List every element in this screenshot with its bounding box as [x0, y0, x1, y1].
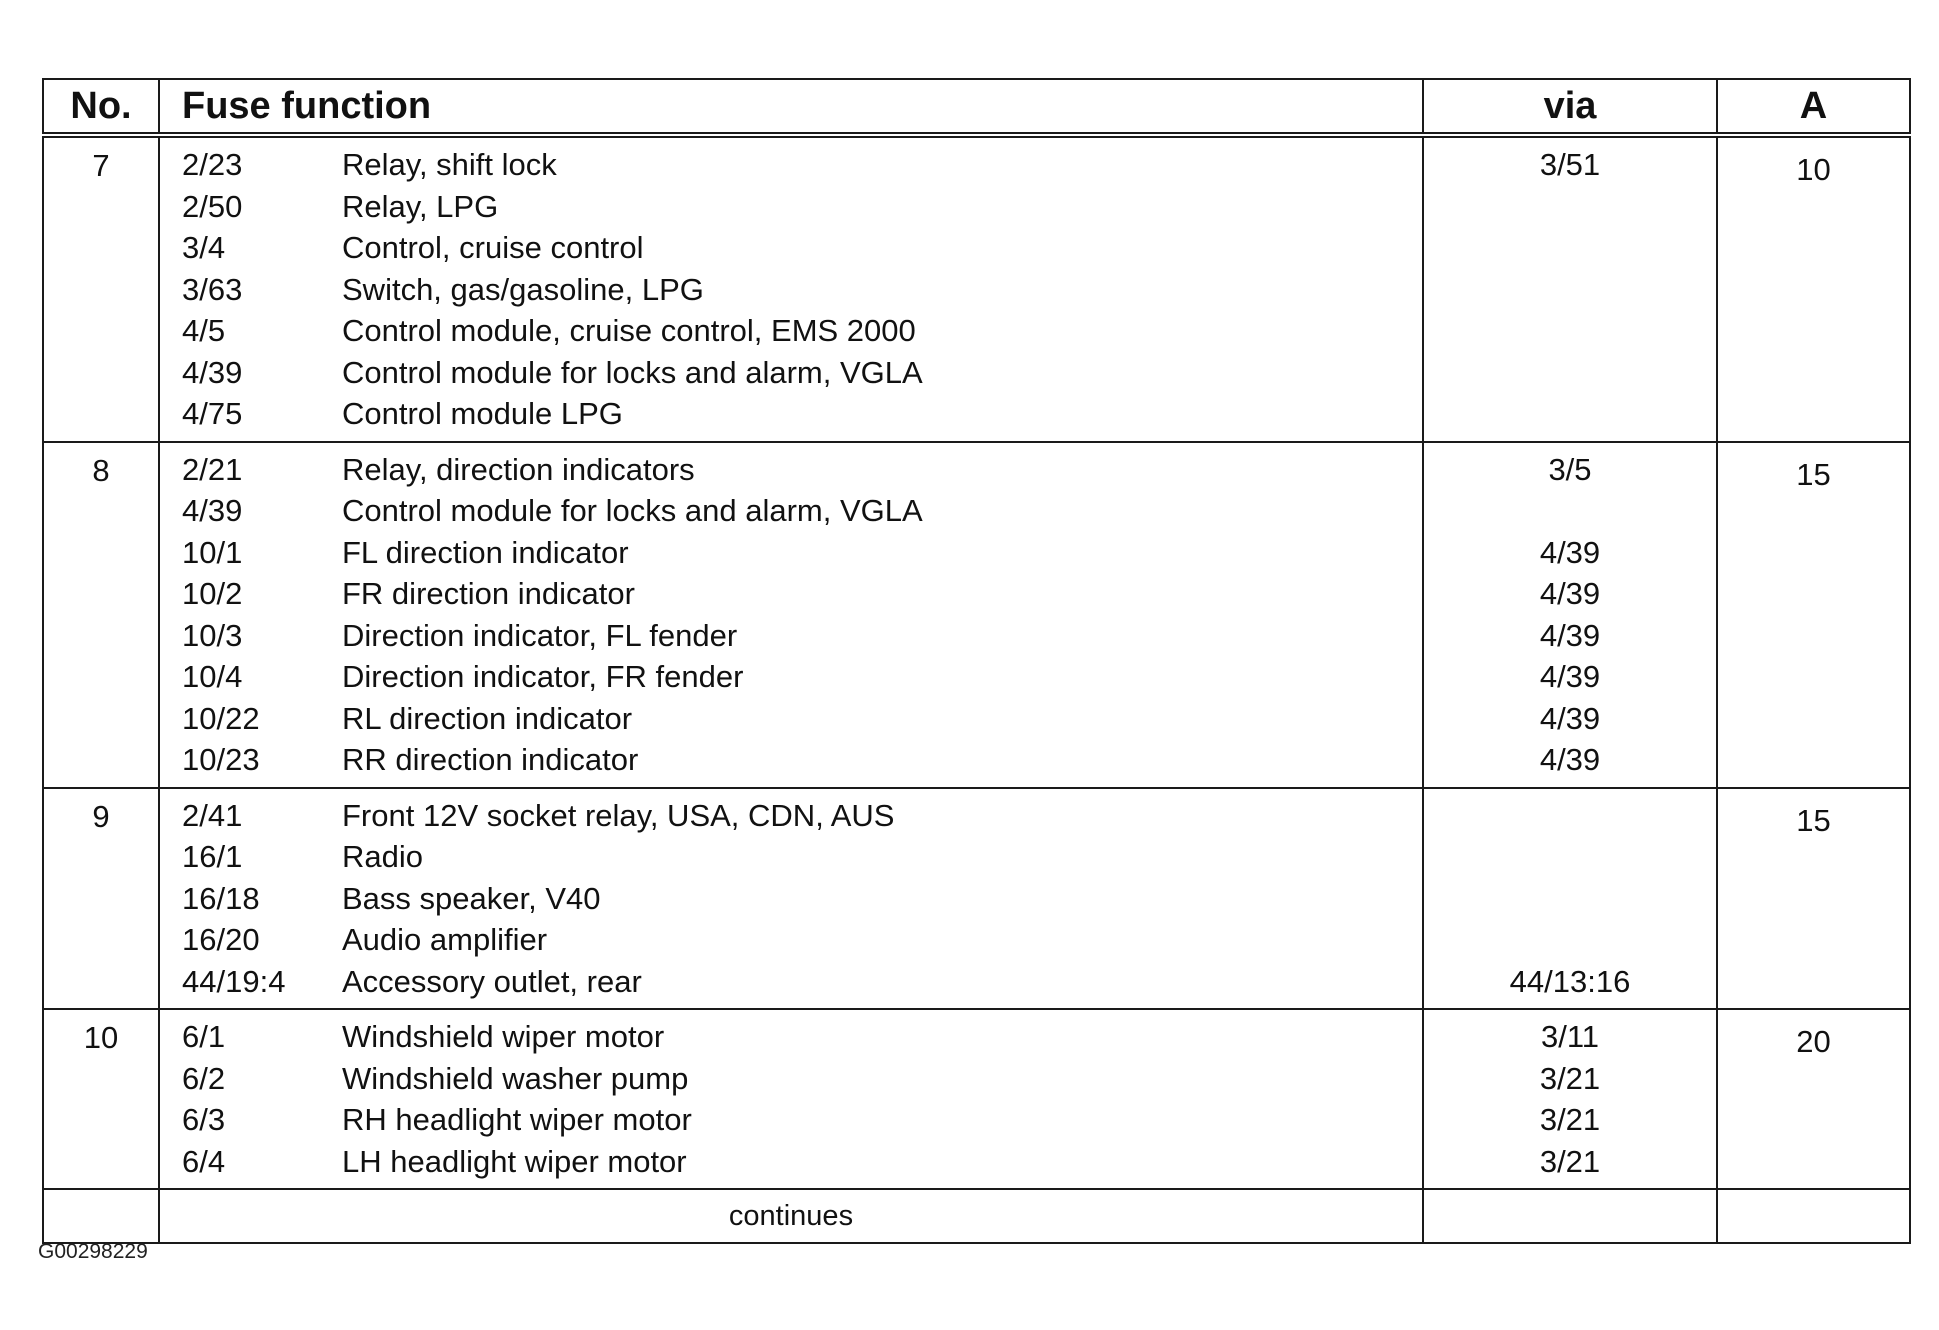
component-code: 3/63 — [182, 271, 243, 307]
component-code: 4/39 — [182, 354, 243, 390]
via-value: 3/21 — [1539, 1143, 1601, 1179]
component-description: Front 12V socket relay, USA, CDN, AUS — [342, 797, 895, 833]
component-description: Direction indicator, FR fender — [342, 659, 744, 694]
fuse-item — [160, 269, 1422, 311]
fuse-table-body — [43, 135, 1910, 1189]
fuse-item — [160, 573, 1422, 615]
component-description: RL direction indicator — [342, 700, 633, 736]
fuse-via-cell — [1423, 788, 1717, 1010]
component-description: Radio — [342, 839, 423, 874]
fuse-item — [160, 186, 1422, 228]
via-value: 3/5 — [1548, 451, 1592, 487]
fuse-via-cell — [1423, 442, 1717, 788]
fuse-item — [160, 615, 1422, 657]
via-value — [1424, 795, 1716, 837]
via-value — [1424, 919, 1716, 961]
header-row — [43, 79, 1910, 135]
component-code: 4/75 — [182, 396, 243, 431]
via-value: 4/39 — [1539, 576, 1601, 611]
fuse-item — [160, 393, 1422, 435]
component-code: 3/4 — [182, 230, 226, 265]
via-value — [1424, 352, 1716, 394]
fuse-item — [160, 836, 1422, 878]
fuse-item — [160, 227, 1422, 269]
fuse-item — [160, 698, 1422, 740]
fuse-function-cell — [159, 1009, 1423, 1189]
component-description: LH headlight wiper motor — [342, 1143, 687, 1179]
component-code: 10/2 — [182, 576, 243, 611]
via-value: 4/39 — [1539, 742, 1601, 777]
via-value: 4/39 — [1539, 659, 1601, 694]
component-description: Control module for locks and alarm, VGLA — [342, 493, 923, 528]
fuse-function-cell — [159, 442, 1423, 788]
component-code: 16/20 — [182, 922, 260, 957]
fuse-item — [160, 1141, 1422, 1183]
fuse-via-cell — [1423, 1009, 1717, 1189]
component-code: 2/50 — [182, 188, 243, 224]
component-description: Audio amplifier — [342, 922, 548, 957]
via-value — [1424, 227, 1716, 269]
component-description: Windshield wiper motor — [342, 1019, 665, 1054]
via-value: 3/21 — [1539, 1060, 1601, 1096]
footer-amps-cell — [1717, 1189, 1910, 1243]
component-description: Control module for locks and alarm, VGLA — [342, 354, 923, 390]
component-code: 10/23 — [182, 742, 260, 777]
figure-id: G00298229 — [38, 1240, 148, 1263]
component-description: Relay, direction indicators — [342, 451, 695, 487]
fuse-table — [42, 78, 1911, 1244]
component-description: FR direction indicator — [342, 576, 635, 611]
fuse-number: 8 — [43, 442, 159, 788]
component-code: 4/5 — [182, 313, 226, 348]
component-description: Control, cruise control — [342, 230, 644, 265]
component-code: 10/3 — [182, 617, 243, 653]
via-value — [1424, 490, 1716, 532]
continues-label: continues — [159, 1189, 1423, 1243]
via-value: 4/39 — [1539, 534, 1601, 570]
fuse-item — [160, 1058, 1422, 1100]
component-description: RR direction indicator — [342, 742, 639, 777]
component-code: 6/4 — [182, 1143, 226, 1179]
fuse-number: 9 — [43, 788, 159, 1010]
component-code: 2/21 — [182, 451, 243, 487]
component-code: 16/1 — [182, 839, 243, 874]
component-description: RH headlight wiper motor — [342, 1102, 692, 1137]
component-description: Direction indicator, FL fender — [342, 617, 738, 653]
header-via: via — [1423, 79, 1717, 135]
fuse-amperage: 15 — [1717, 788, 1910, 1010]
component-description: Relay, LPG — [342, 188, 499, 224]
via-value: 3/11 — [1540, 1019, 1600, 1054]
via-value — [1424, 269, 1716, 311]
component-code: 10/22 — [182, 700, 260, 736]
via-value: 4/39 — [1539, 617, 1601, 653]
fuse-item — [160, 352, 1422, 394]
component-code: 2/41 — [182, 797, 243, 833]
fuse-item — [160, 1099, 1422, 1141]
component-code: 6/3 — [182, 1102, 226, 1137]
via-value — [1424, 878, 1716, 920]
component-code: 4/39 — [182, 493, 243, 528]
footer-no-cell — [43, 1189, 159, 1243]
fuse-item — [160, 144, 1422, 186]
header-no: No. — [43, 79, 159, 135]
header-amps: A — [1717, 79, 1910, 135]
fuse-item — [160, 878, 1422, 920]
component-code: 2/23 — [182, 147, 243, 182]
component-code: 16/18 — [182, 880, 260, 916]
fuse-item — [160, 961, 1422, 1003]
fuse-amperage: 20 — [1717, 1009, 1910, 1189]
component-description: Relay, shift lock — [342, 147, 557, 182]
fuse-via-cell — [1423, 135, 1717, 442]
fuse-group-row — [43, 788, 1910, 1010]
via-value — [1424, 186, 1716, 228]
fuse-item — [160, 1016, 1422, 1058]
fuse-group-row — [43, 1009, 1910, 1189]
component-description: Accessory outlet, rear — [342, 963, 642, 999]
component-description: FL direction indicator — [342, 534, 629, 570]
component-code: 10/4 — [182, 659, 243, 694]
fuse-amperage: 15 — [1717, 442, 1910, 788]
fuse-group-row — [43, 135, 1910, 442]
fuse-item — [160, 532, 1422, 574]
component-description: Windshield washer pump — [342, 1060, 689, 1096]
fuse-function-cell — [159, 135, 1423, 442]
component-code: 6/1 — [182, 1019, 226, 1054]
via-value — [1424, 836, 1716, 878]
footer-via-cell — [1423, 1189, 1717, 1243]
fuse-number: 7 — [43, 135, 159, 442]
component-description: Control module, cruise control, EMS 2000 — [342, 313, 916, 348]
header-fuse-function: Fuse function — [159, 79, 1423, 135]
fuse-item — [160, 739, 1422, 781]
fuse-item — [160, 490, 1422, 532]
footer-row — [43, 1189, 1910, 1243]
via-value — [1424, 393, 1716, 435]
fuse-number: 10 — [43, 1009, 159, 1189]
fuse-item — [160, 656, 1422, 698]
fuse-item — [160, 449, 1422, 491]
via-value: 44/13:16 — [1509, 963, 1631, 999]
fuse-item — [160, 310, 1422, 352]
component-description: Control module LPG — [342, 396, 623, 431]
via-value: 3/21 — [1539, 1102, 1601, 1137]
via-value: 3/51 — [1539, 147, 1601, 182]
component-description: Switch, gas/gasoline, LPG — [342, 271, 704, 307]
component-code: 44/19:4 — [182, 963, 286, 999]
via-value — [1424, 310, 1716, 352]
component-code: 6/2 — [182, 1060, 226, 1096]
fuse-amperage: 10 — [1717, 135, 1910, 442]
fuse-function-cell — [159, 788, 1423, 1010]
component-description: Bass speaker, V40 — [342, 880, 601, 916]
component-code: 10/1 — [182, 534, 243, 570]
fuse-item — [160, 795, 1422, 837]
fuse-group-row — [43, 442, 1910, 788]
via-value: 4/39 — [1539, 700, 1601, 736]
fuse-item — [160, 919, 1422, 961]
